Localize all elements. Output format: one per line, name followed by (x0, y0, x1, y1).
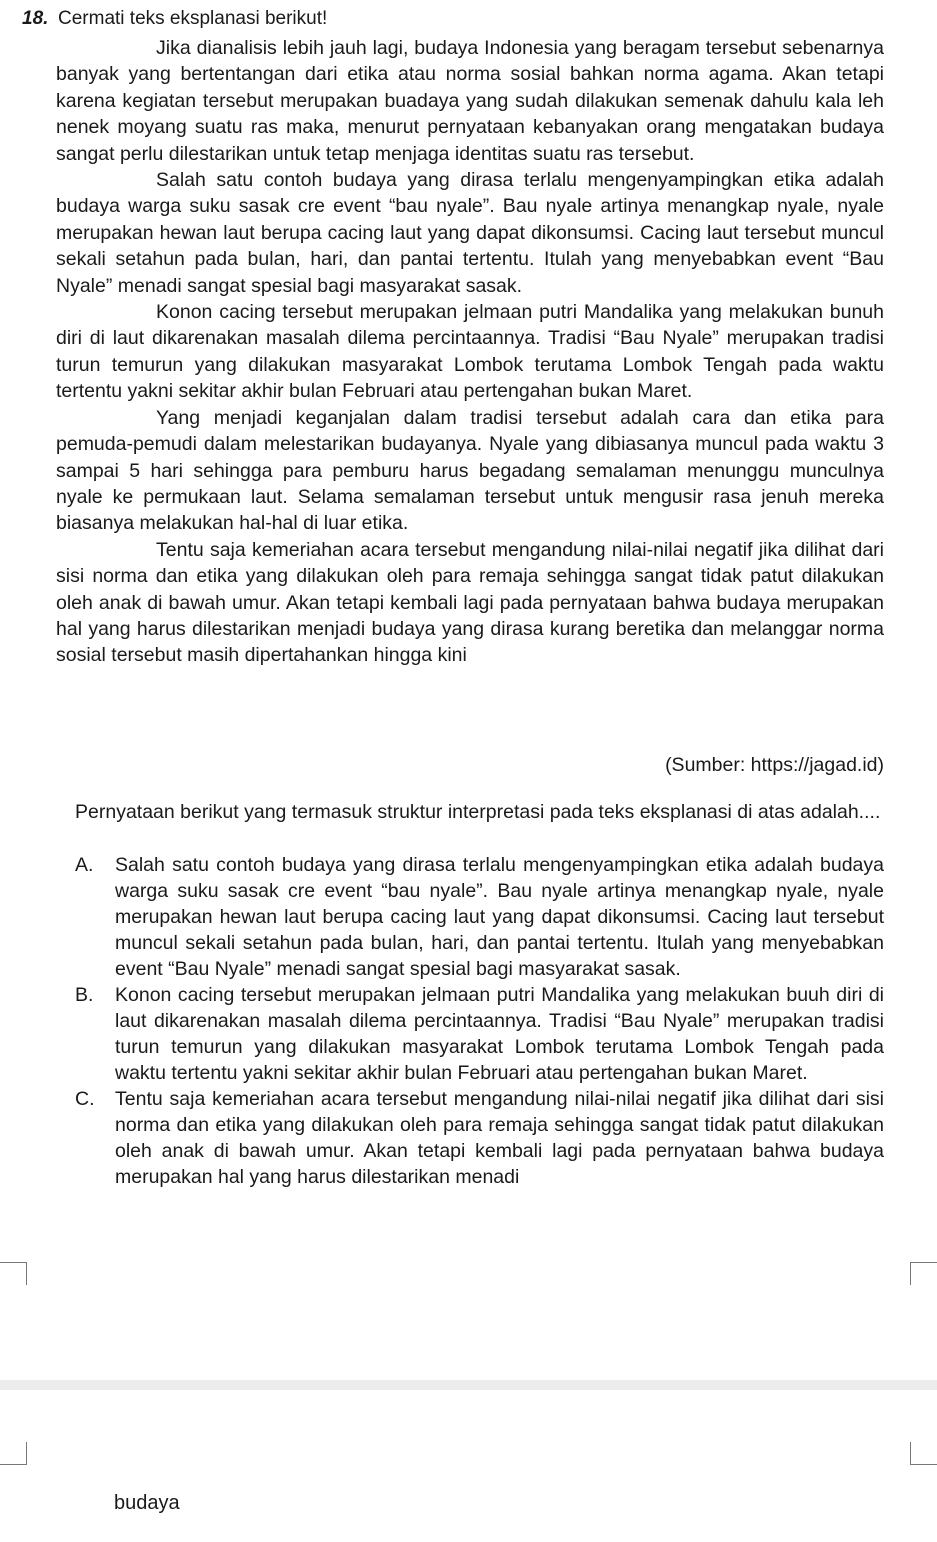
option-letter: C. (75, 1088, 95, 1110)
page-crop-corner-top-right (910, 1262, 937, 1285)
passage-paragraph: Jika dianalisis lebih jauh lagi, budaya Indonesia yang beragam tersebut sebenarnya banyak yang bertentangan dari etika atau norma sosial bahkan norma agama. Akan tetapi karena kegiatan tersebut merupakan buadaya yang sudah dilakukan semenak dahulu kala leh nenek moyang suatu ras maka, menurut pernyataan kebanyakan orang mengatakan budaya sangat perlu dilestarikan untuk tetap menjaga identitas suatu ras tersebut. (56, 37, 884, 165)
option-letter: A. (75, 854, 94, 876)
answer-option-c[interactable] (75, 1086, 884, 1190)
source-citation: (Sumber: https://jagad.id) (665, 754, 884, 776)
page-crop-corner-top-left (0, 1262, 27, 1285)
passage-paragraph: Tentu saja kemeriahan acara tersebut mengandung nilai-nilai negatif jika dilihat dari sisi norma dan etika yang dilakukan oleh para remaja sehingga sangat tidak patut dilakukan oleh anak di bawah umur. Akan tetapi kembali lagi pada pernyataan bahwa budaya merupakan hal yang harus dilestarikan menjadi budaya yang dirasa kurang beretika dan melanggar norma sosial tersebut masih dipertahankan hingga kini (56, 538, 884, 667)
answer-option-a[interactable] (75, 852, 884, 982)
answer-option-b[interactable] (75, 982, 884, 1086)
page-crop-corner-bottom-left (0, 1442, 27, 1465)
page-separator (0, 1380, 937, 1390)
option-text: Salah satu contoh budaya yang dirasa terlalu mengenyampingkan etika adalah budaya warga suku sasak cre event “bau nyale”. Bau nyale artinya menangkap nyale, nyale merupakan hewan laut berupa cacing laut yang dapat dikonsumsi. Cacing laut tersebut muncul sekali setahun pada bulan, hari, dan pantai tertentu. Itulah yang menyebabkan event “Bau Nyale” menadi sangat spesial bagi masyarakat sasak. (115, 854, 884, 980)
option-text: Konon cacing tersebut merupakan jelmaan putri Mandalika yang melakukan buuh diri di laut dikarenakan masalah dilema percintaannya. Tradisi “Bau Nyale” merupakan tradisi turun temurun yang dilakukan masyarakat Lombok terutama Lombok Tengah pada waktu tertentu yakni sekitar akhir bulan Februari atau pertengahan bukan Maret. (115, 984, 884, 1084)
passage-paragraph: Salah satu contoh budaya yang dirasa terlalu mengenyampingkan etika adalah budaya warga suku sasak cre event “bau nyale”. Bau nyale artinya menangkap nyale, nyale merupakan hewan laut berupa cacing laut yang dapat dikonsumsi. Cacing laut tersebut muncul sekali setahun pada bulan, hari, dan pantai tertentu. Itulah yang menyebabkan event “Bau Nyale” menadi sangat spesial bagi masyarakat sasak. (56, 169, 884, 297)
page-crop-corner-bottom-right (910, 1442, 937, 1465)
passage-paragraph: Yang menjadi keganjalan dalam tradisi tersebut adalah cara dan etika para pemuda-pemudi dalam melestarikan budayanya. Nyale yang dibiasanya muncul pada waktu 3 sampai 5 hari sehingga para pemburu harus begadang semalaman menunggu munculnya nyale ke permukaan laut. Selama semalaman tersebut untuk mengusir rasa jenuh mereka biasanya melakukan hal-hal di luar etika. (56, 406, 884, 535)
question-number: 18. (22, 8, 49, 29)
option-text: Tentu saja kemeriahan acara tersebut mengandung nilai-nilai negatif jika dilihat dari sisi norma dan etika yang dilakukan oleh para remaja sehingga sangat tidak patut dilakukan oleh anak di bawah umur. Akan tetapi kembali lagi pada pernyataan bahwa budaya merupakan hal yang harus dilestarikan menadi (115, 1088, 884, 1188)
option-letter: B. (75, 984, 94, 1006)
next-page-text-fragment: budaya (114, 1492, 180, 1514)
passage-paragraph: Konon cacing tersebut merupakan jelmaan putri Mandalika yang melakukan bunuh diri di laut dikarenakan masalah dilema percintaannya. Tradisi “Bau Nyale” merupakan tradisi turun temurun yang dilakukan masyarakat Lombok terutama Lombok Tengah pada waktu tertentu yakni sekitar akhir bulan Februari atau pertengahan bukan Maret. (56, 301, 884, 403)
explanation-passage (56, 35, 884, 669)
question-prompt: Pernyataan berikut yang termasuk struktur interpretasi pada teks eksplanasi di atas adalah.... (75, 801, 881, 823)
answer-options (75, 852, 884, 1190)
question-title: Cermati teks eksplanasi berikut! (58, 8, 328, 29)
